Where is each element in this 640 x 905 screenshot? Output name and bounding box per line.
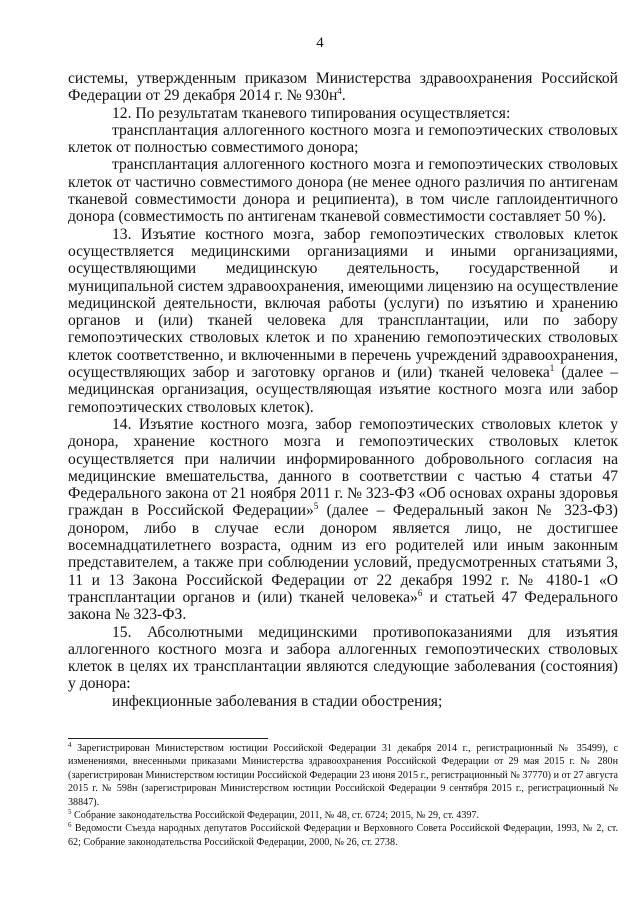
page-number: 4 (316, 35, 324, 51)
paragraph-12-item-1: трансплантация аллогенного костного мозга и гемопоэтических стволовых клеток от полностью совместимого донора; (68, 121, 618, 157)
paragraph-continuation: системы, утвержденным приказом Министерства здравоохранения Российской Федерации от 29 декабря 2014 г. № $930н^4$. (68, 70, 618, 105)
paragraph-13: 13. Изъятие костного мозга, забор гемопоэтических стволовых клеток осуществляется медицинскими организациями и иными организациями, осуществляющими медицинскую деятельность, государственной и муниципальной систем здравоохранения, имеющими лицензию на осуществление медицинской деятельности, включая работы (услуги) по изъятию и хранению органов и (или) тканей человека для трансплантации, или по забору гемопоэтических стволовых клеток и по хранению гемопоэтических стволовых клеток соответственно, и включенными в перечень учреждений здравоохранения, осуществляющих забор и заготовку органов и (или) тканей человека$^1$ (далее – медицинская организация, осуществляющая изъятие костного мозга или забор гемопоэтических стволовых клеток). (68, 225, 618, 416)
footnote-4: $^4$ Зарегистрирован Министерством юстиции Российской Федерации 31 декабря 2014 г., регистрационный № 35499), с изменениями, внесенными приказами Министерства здравоохранения Российской Федерации от 29 мая 2015 г. № 280н (зарегистрирован Министерством юстиции Российской Федерации 23 июня 2015 г., регистрационный № 37770) и от 27 августа 2015 г. № 598н (зарегистрирован Министерством юстиции Российской Федерации 9 сентября 2015 г., регистрационный № 38847). (68, 741, 618, 808)
footnote-divider (68, 738, 268, 739)
paragraph-14: 14. Изъятие костного мозга, забор гемопоэтических стволовых клеток у донора, хранение костного мозга и гемопоэтических стволовых клеток осуществляется при наличии информированного добровольного согласия на медицинские вмешательства, данного в соответствии с частью 4 статьи 47 Федерального закона от 21 ноября 2011 г. № 323-ФЗ «Об основах охраны здоровья граждан в Российской Федерации»$^5$ (далее – Федеральный закон № 323-ФЗ) донором, либо в случае если донором является лицо, не достигшее восемнадцатилетнего возраста, одним из его родителей или иным законным представителем, а также при соблюдении условий, предусмотренных статьями 3, 11 и 13 Закона Российской Федерации от 22 декабря 1992 г. № 4180-1 «О трансплантации органов и (или) тканей человека»$^6$ и статьей 47 Федерального закона № 323-ФЗ. (68, 415, 618, 624)
footnote-ref-5[interactable]: 5 (313, 501, 319, 512)
paragraph-12-item-2: трансплантация аллогенного костного мозга и гемопоэтических стволовых клеток от частично совместимого донора (не менее одного различия по антигенам тканевой совместимости донора и реципиента), в том числе гаплоидентичного донора (совместимость по антигенам тканевой совместимости составляет 50 %). (68, 156, 618, 226)
paragraph-15: 15. Абсолютными медицинскими противопоказаниями для изъятия аллогенного костного мозга и забора аллогенных гемопоэтических стволовых клеток в целях их трансплантации являются следующие заболевания (состояния) у донора: (68, 623, 618, 693)
footnote-6: $^6$ Ведомости Съезда народных депутатов Российской Федерации и Верховного Совета Российской Федерации, 1993, № 2, ст. 62; Собрание законодательства Российской Федерации, 2000, № 26, ст. 2738. (68, 821, 618, 848)
footnote-5: $^5$ Собрание законодательства Российской Федерации, 2011, № 48, ст. 6724; 2015, № 29, ст. 4397. (68, 808, 479, 822)
footnotes (68, 742, 618, 849)
footnote-ref-4[interactable]: 4 (337, 86, 342, 97)
document-body (68, 70, 618, 710)
paragraph-12: 12. По результатам тканевого типирования осуществляется: (112, 104, 511, 122)
footnote-ref-6[interactable]: 6 (417, 587, 423, 598)
paragraph-15-item-1: инфекционные заболевания в стадии обострения; (112, 692, 443, 710)
footnote-ref-1[interactable]: 1 (549, 363, 555, 374)
